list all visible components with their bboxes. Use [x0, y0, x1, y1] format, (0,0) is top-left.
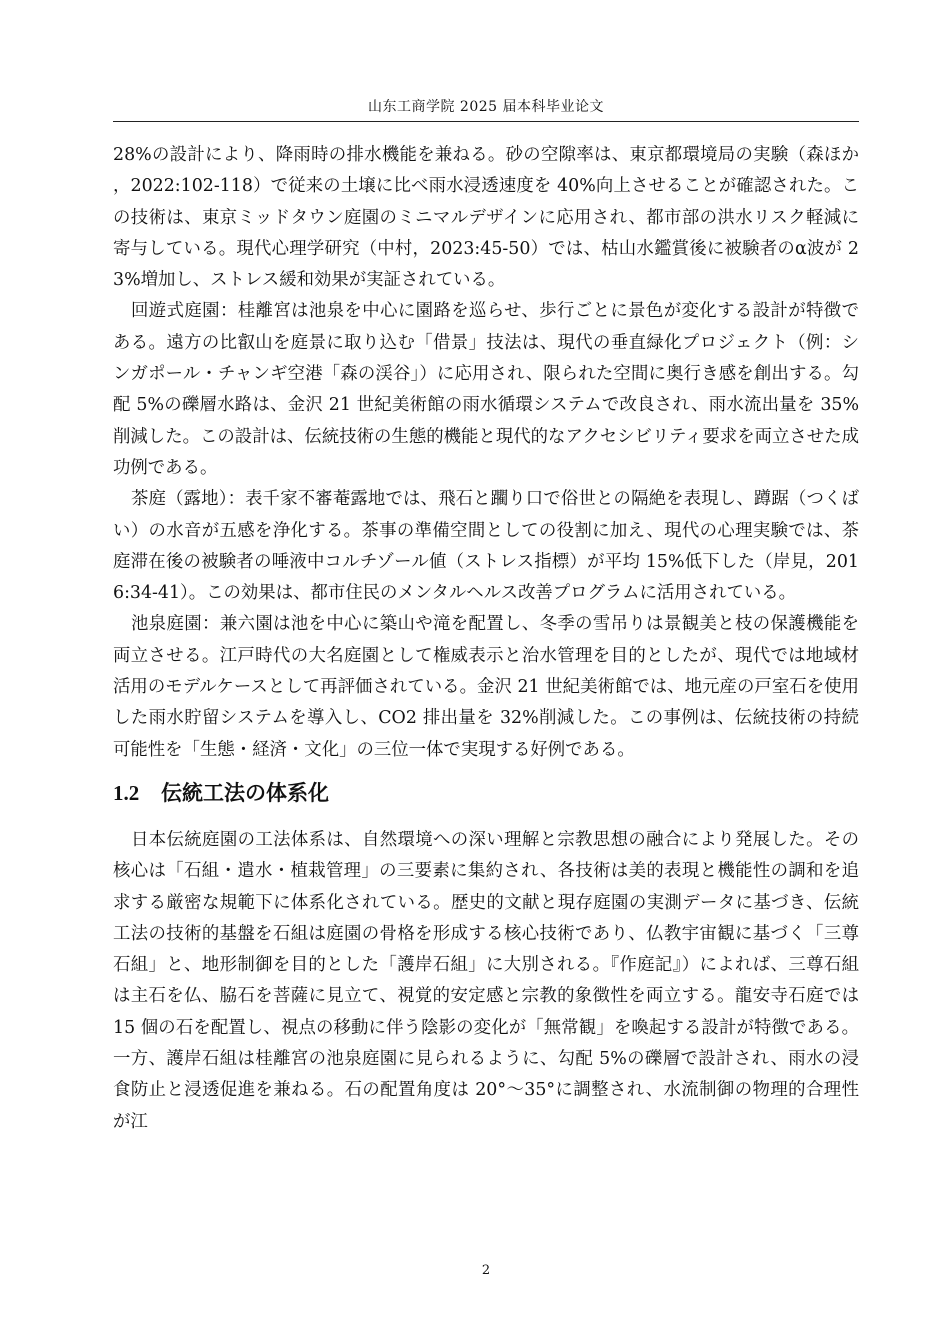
paragraph-kaiyushiki-garden: 回遊式庭園：桂離宮は池泉を中心に園路を巡らせ、歩行ごとに景色が変化する設計が特徴である。遠方の比叡山を庭景に取り込む「借景」技法は、現代の垂直緑化プロジェクト（例：シンガポール・チャンギ空港「森の渓谷」）に応用され、限られた空間に奥行き感を創出する。勾配 5%の礫層水路は、金沢 21 世紀美術館の雨水循環システムで改良され、雨水流出量を 35%削減した。この設計は、伝統技術の生態的機能と現代的なアクセシビリティ要求を両立させた成功例である。 — [113, 301, 859, 478]
paragraph-karesansui-continued: 28%の設計により、降雨時の排水機能を兼ねる。砂の空隙率は、東京都環境局の実験（森ほか，2022:102-118）で従来の土壌に比べ雨水浸透速度を 40%向上させることが確認された。この技術は、東京ミッドタウン庭園のミニマルデザインに応用され、都市部の洪水リスク軽減に寄与している。現代心理学研究（中村，2023:45-50）では、枯山水鑑賞後に被験者のα波が 23%増加し、ストレス緩和効果が実証されている。 — [113, 145, 859, 291]
section-number: 1.2 — [113, 780, 140, 805]
page-number: 2 — [481, 1263, 491, 1278]
paragraph-construction-system: 日本伝統庭園の工法体系は、自然環境への深い理解と宗教思想の融合により発展した。その核心は「石組・遣水・植栽管理」の三要素に集約され、各技術は美的表現と機能性の調和を追求する厳密な規範下に体系化されている。歴史的文献と現存庭園の実測データに基づき、伝統工法の技術的基盤を石組は庭園の骨格を形成する核心技術であり、仏教宇宙観に基づく「三尊石組」と、地形制御を目的とした「護岸石組」に大別される。『作庭記』）によれば、三尊石組は主石を仏、脇石を菩薩に見立て、視覚的安定感と宗教的象徴性を両立する。龍安寺石庭では 15 個の石を配置し、視点の移動に伴う陰影の変化が「無常観」を喚起する設計が特徴である。一方、護岸石組は桂離宮の池泉庭園に見られるように、勾配 5%の礫層で設計され、雨水の浸食防止と浸透促進を兼ねる。石の配置角度は 20°〜35°に調整され、水流制御の物理的合理性が江 — [113, 829, 859, 1132]
header-rule — [113, 121, 859, 122]
paragraph-chisen-garden: 池泉庭園：兼六園は池を中心に築山や滝を配置し、冬季の雪吊りは景観美と枝の保護機能を両立させる。江戸時代の大名庭園として権威表示と治水管理を目的としたが、現代では地域材活用のモデルケースとして再評価されている。金沢 21 世紀美術館では、地元産の戸室石を使用した雨水貯留システムを導入し、CO2 排出量を 32%削減した。この事例は、伝統技術の持続可能性を「生態・経済・文化」の三位一体で実現する好例である。 — [113, 614, 859, 760]
paragraph-tea-garden: 茶庭（露地）：表千家不審菴露地では、飛石と躙り口で俗世との隔絶を表現し、蹲踞（つくばい）の水音が五感を浄化する。茶事の準備空間としての役割に加え、現代の心理実験では、茶庭滞在後の被験者の唾液中コルチゾール値（ストレス指標）が平均 15%低下した（岸見，2016:34-41）。この効果は、都市住民のメンタルヘルス改善プログラムに活用されている。 — [113, 489, 859, 604]
body-text — [113, 140, 859, 1138]
section-heading — [113, 775, 859, 811]
page-header: 山东工商学院 2025 届本科毕业论文 — [367, 99, 605, 115]
section-title: 伝統工法の体系化 — [161, 780, 329, 805]
